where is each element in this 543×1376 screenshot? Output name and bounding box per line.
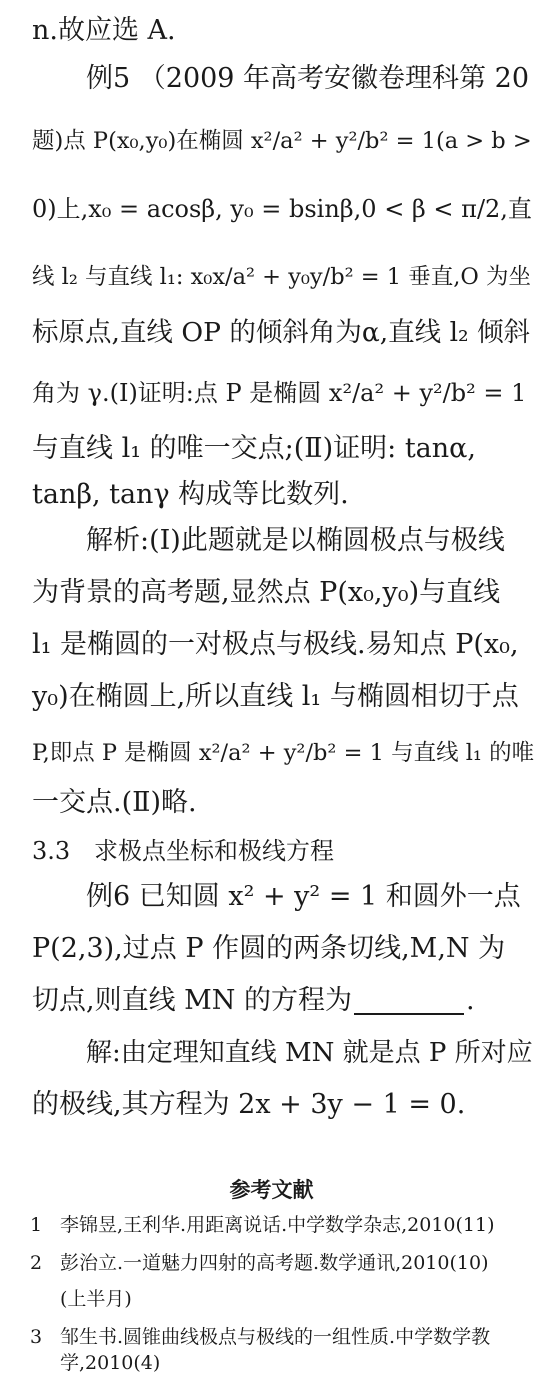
answer-blank <box>354 989 464 1015</box>
text-line: 为背景的高考题,显然点 P(x₀,y₀)与直线 <box>32 577 501 608</box>
reference-number: 2 <box>30 1252 43 1274</box>
text-line: tanβ, tanγ 构成等比数列. <box>32 479 349 510</box>
text-line: 题)点 P(x₀,y₀)在椭圆 x²/a² + y²/b² = 1(a > b > <box>32 128 532 154</box>
reference-text: 彭治立.一道魅力四射的高考题.数学通讯,2010(10) <box>60 1252 489 1274</box>
reference-text: 邹生书.圆锥曲线极点与极线的一组性质.中学数学教 <box>60 1326 491 1348</box>
text-line: 标原点,直线 OP 的倾斜角为α,直线 l₂ 倾斜 <box>32 317 531 348</box>
example5-heading: 例5 （2009 年高考安徽卷理科第 20 <box>86 63 529 94</box>
example6-line: 例6 已知圆 x² + y² = 1 和圆外一点 <box>86 881 521 912</box>
solution-line: 的极线,其方程为 2x + 3y − 1 = 0. <box>32 1089 466 1120</box>
text-line: y₀)在椭圆上,所以直线 l₁ 与椭圆相切于点 <box>32 681 519 712</box>
reference-text: 李锦昱,王利华.用距离说话.中学数学杂志,2010(11) <box>60 1214 495 1236</box>
text-line: 一交点.(Ⅱ)略. <box>32 787 197 818</box>
reference-number: 1 <box>30 1214 43 1236</box>
analysis-heading: 解析:(Ⅰ)此题就是以椭圆极点与极线 <box>86 525 505 556</box>
text-line: 角为 γ.(Ⅰ)证明:点 P 是椭圆 x²/a² + y²/b² = 1 <box>32 379 527 407</box>
section-number: 3.3 <box>32 837 71 865</box>
text-line: l₁ 是椭圆的一对极点与极线.易知点 P(x₀, <box>32 629 519 660</box>
question-end: . <box>466 985 475 1016</box>
example6-line <box>32 984 475 1018</box>
question-text: 切点,则直线 MN 的方程为 <box>32 985 353 1016</box>
reference-item <box>30 1250 488 1276</box>
section-title: 求极点坐标和极线方程 <box>94 837 334 865</box>
text-line: 线 l₂ 与直线 l₁: x₀x/a² + y₀y/b² = 1 垂直,O 为坐 <box>32 264 532 290</box>
reference-continuation: 学,2010(4) <box>60 1352 161 1374</box>
references-title: 参考文献 <box>229 1177 314 1202</box>
text-line: 与直线 l₁ 的唯一交点;(Ⅱ)证明: tanα, <box>32 433 476 464</box>
reference-number: 3 <box>30 1326 43 1348</box>
example6-line: P(2,3),过点 P 作圆的两条切线,M,N 为 <box>32 933 506 964</box>
text-line: P,即点 P 是椭圆 x²/a² + y²/b² = 1 与直线 l₁ 的唯 <box>32 740 535 766</box>
reference-continuation: (上半月) <box>60 1288 132 1310</box>
reference-item <box>30 1212 495 1238</box>
text-line: n.故应选 A. <box>32 15 176 46</box>
text-line: 0)上,x₀ = acosβ, y₀ = bsinβ,0 < β < π/2,直 <box>32 195 532 223</box>
section-heading <box>32 834 334 868</box>
solution-line: 解:由定理知直线 MN 就是点 P 所对应 <box>86 1038 533 1068</box>
reference-item <box>30 1324 490 1350</box>
